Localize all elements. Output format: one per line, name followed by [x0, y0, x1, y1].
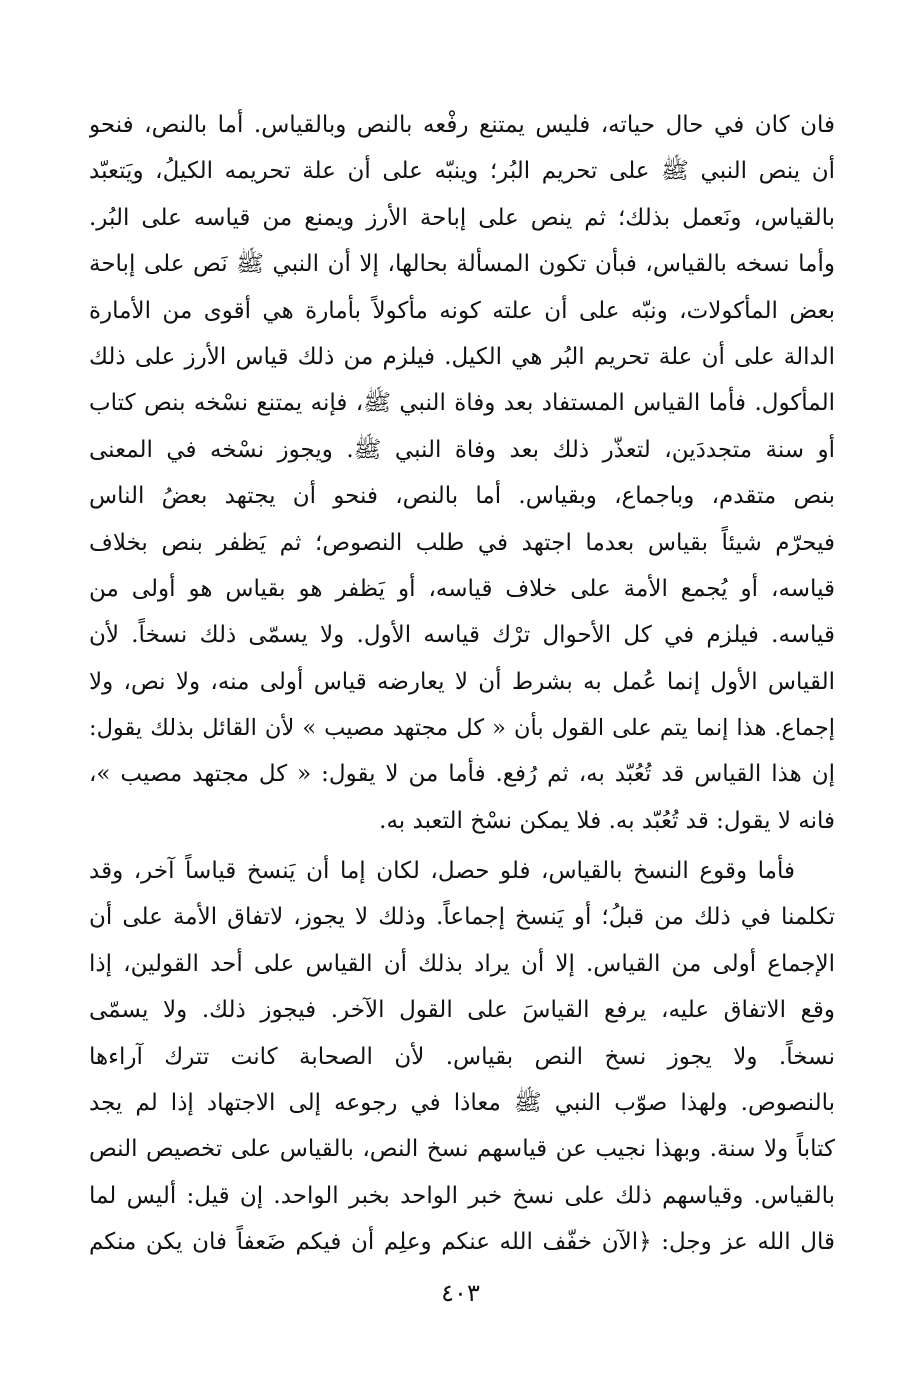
text-line: الإجماع أولى من القياس. إلا أن يراد بذلك أن القياس على أحد القولين، إذا: [89, 950, 835, 977]
text-line: بالقياس. وقياسهم ذلك على نسخ خبر الواحد بخبر الواحد. إن قيل: أليس لما: [89, 1182, 835, 1209]
text-line: تكلمنا في ذلك من قبلُ؛ أو يَنسخ إجماعاً. وذلك لا يجوز، لاتفاق الأمة على أن: [89, 904, 835, 931]
text-line: فانه لا يقول: قد تُعُبّد به. فلا يمكن نسْخ التعبد به.: [379, 807, 835, 834]
text-line: نسخاً. ولا يجوز نسخ النص بقياس. لأن الصحابة كانت تترك آراءها: [89, 1043, 835, 1070]
page-number: ٤٠٣: [441, 1279, 480, 1307]
text-line: فيحرّم شيئاً بقياس بعدما اجتهد في طلب النصوص؛ ثم يَظفر بنص بخلاف: [89, 529, 835, 556]
text-line: بالقياس، ونَعمل بذلك؛ ثم ينص على إباحة الأرز ويمنع من قياسه على البُر.: [89, 204, 835, 231]
text-line: وأما نسخه بالقياس، فبأن تكون المسألة بحالها، إلا أن النبي ﷺ نَص على إباحة: [89, 251, 835, 278]
text-line: أن ينص النبي ﷺ على تحريم البُر؛ وينبّه على أن علة تحريمه الكيلُ، ويَتعبّد: [89, 158, 835, 185]
text-line: فان كان في حال حياته، فليس يمتنع رفْعه بالنص وبالقياس. أما بالنص، فنحو: [89, 112, 835, 138]
text-line: الدالة على أن علة تحريم البُر هي الكيل. فيلزم من ذلك قياس الأرز على ذلك: [89, 343, 835, 370]
text-line: إجماع. هذا إنما يتم على القول بأن « كل مجتهد مصيب » لأن القائل بذلك يقول:: [89, 715, 835, 742]
text-line: قياسه، أو يُجمع الأمة على خلاف قياسه، أو يَظفر هو بقياس هو أولى من: [89, 575, 835, 602]
text-line: وقع الاتفاق عليه، يرفع القياسَ على القول الآخر. فيجوز ذلك. ولا يسمّى: [89, 997, 835, 1024]
text-line: قال الله عز وجل: ﴿الآن خفّف الله عنكم وعلِم أن فيكم ضَعفاً فان يكن منكم: [89, 1229, 835, 1256]
text-line: القياس الأول إنما عُمل به بشرط أن لا يعارضه قياس أولى منه، ولا نص، ولا: [89, 668, 835, 695]
text-line: كتاباً ولا سنة. وبهذا نجيب عن قياسهم نسخ النص، بالقياس على تخصيص النص: [89, 1136, 835, 1163]
text-line: فأما وقوع النسخ بالقياس، فلو حصل، لكان إما أن يَنسخ قياساً آخر، وقد: [89, 858, 795, 884]
text-line: بالنصوص. ولهذا صوّب النبي ﷺ معاذا في رجوعه إلى الاجتهاد إذا لم يجد: [89, 1089, 835, 1116]
text-line: بنص متقدم، وباجماع، وبقياس. أما بالنص، فنحو أن يجتهد بعضُ الناس: [89, 483, 835, 510]
paragraph-2: [89, 848, 835, 1266]
text-line: إن هذا القياس قد تُعُبّد به، ثم رُفع. فأما من لا يقول: « كل مجتهد مصيب »،: [89, 761, 835, 788]
paragraph-1: [89, 102, 835, 844]
text-line: قياسه. فيلزم في كل الأحوال ترْك قياسه الأول. ولا يسمّى ذلك نسخاً. لأن: [89, 622, 835, 649]
text-line: أو سنة متجددَين، لتعذّر ذلك بعد وفاة النبي ﷺ. ويجوز نسْخه في المعنى: [89, 436, 835, 463]
text-line: المأكول. فأما القياس المستفاد بعد وفاة النبي ﷺ، فإنه يمتنع نسْخه بنص كتاب: [89, 390, 835, 417]
text-line: بعض المأكولات، ونبّه على أن علته كونه مأكولاً بأمارة هي أقوى من الأمارة: [89, 297, 835, 324]
